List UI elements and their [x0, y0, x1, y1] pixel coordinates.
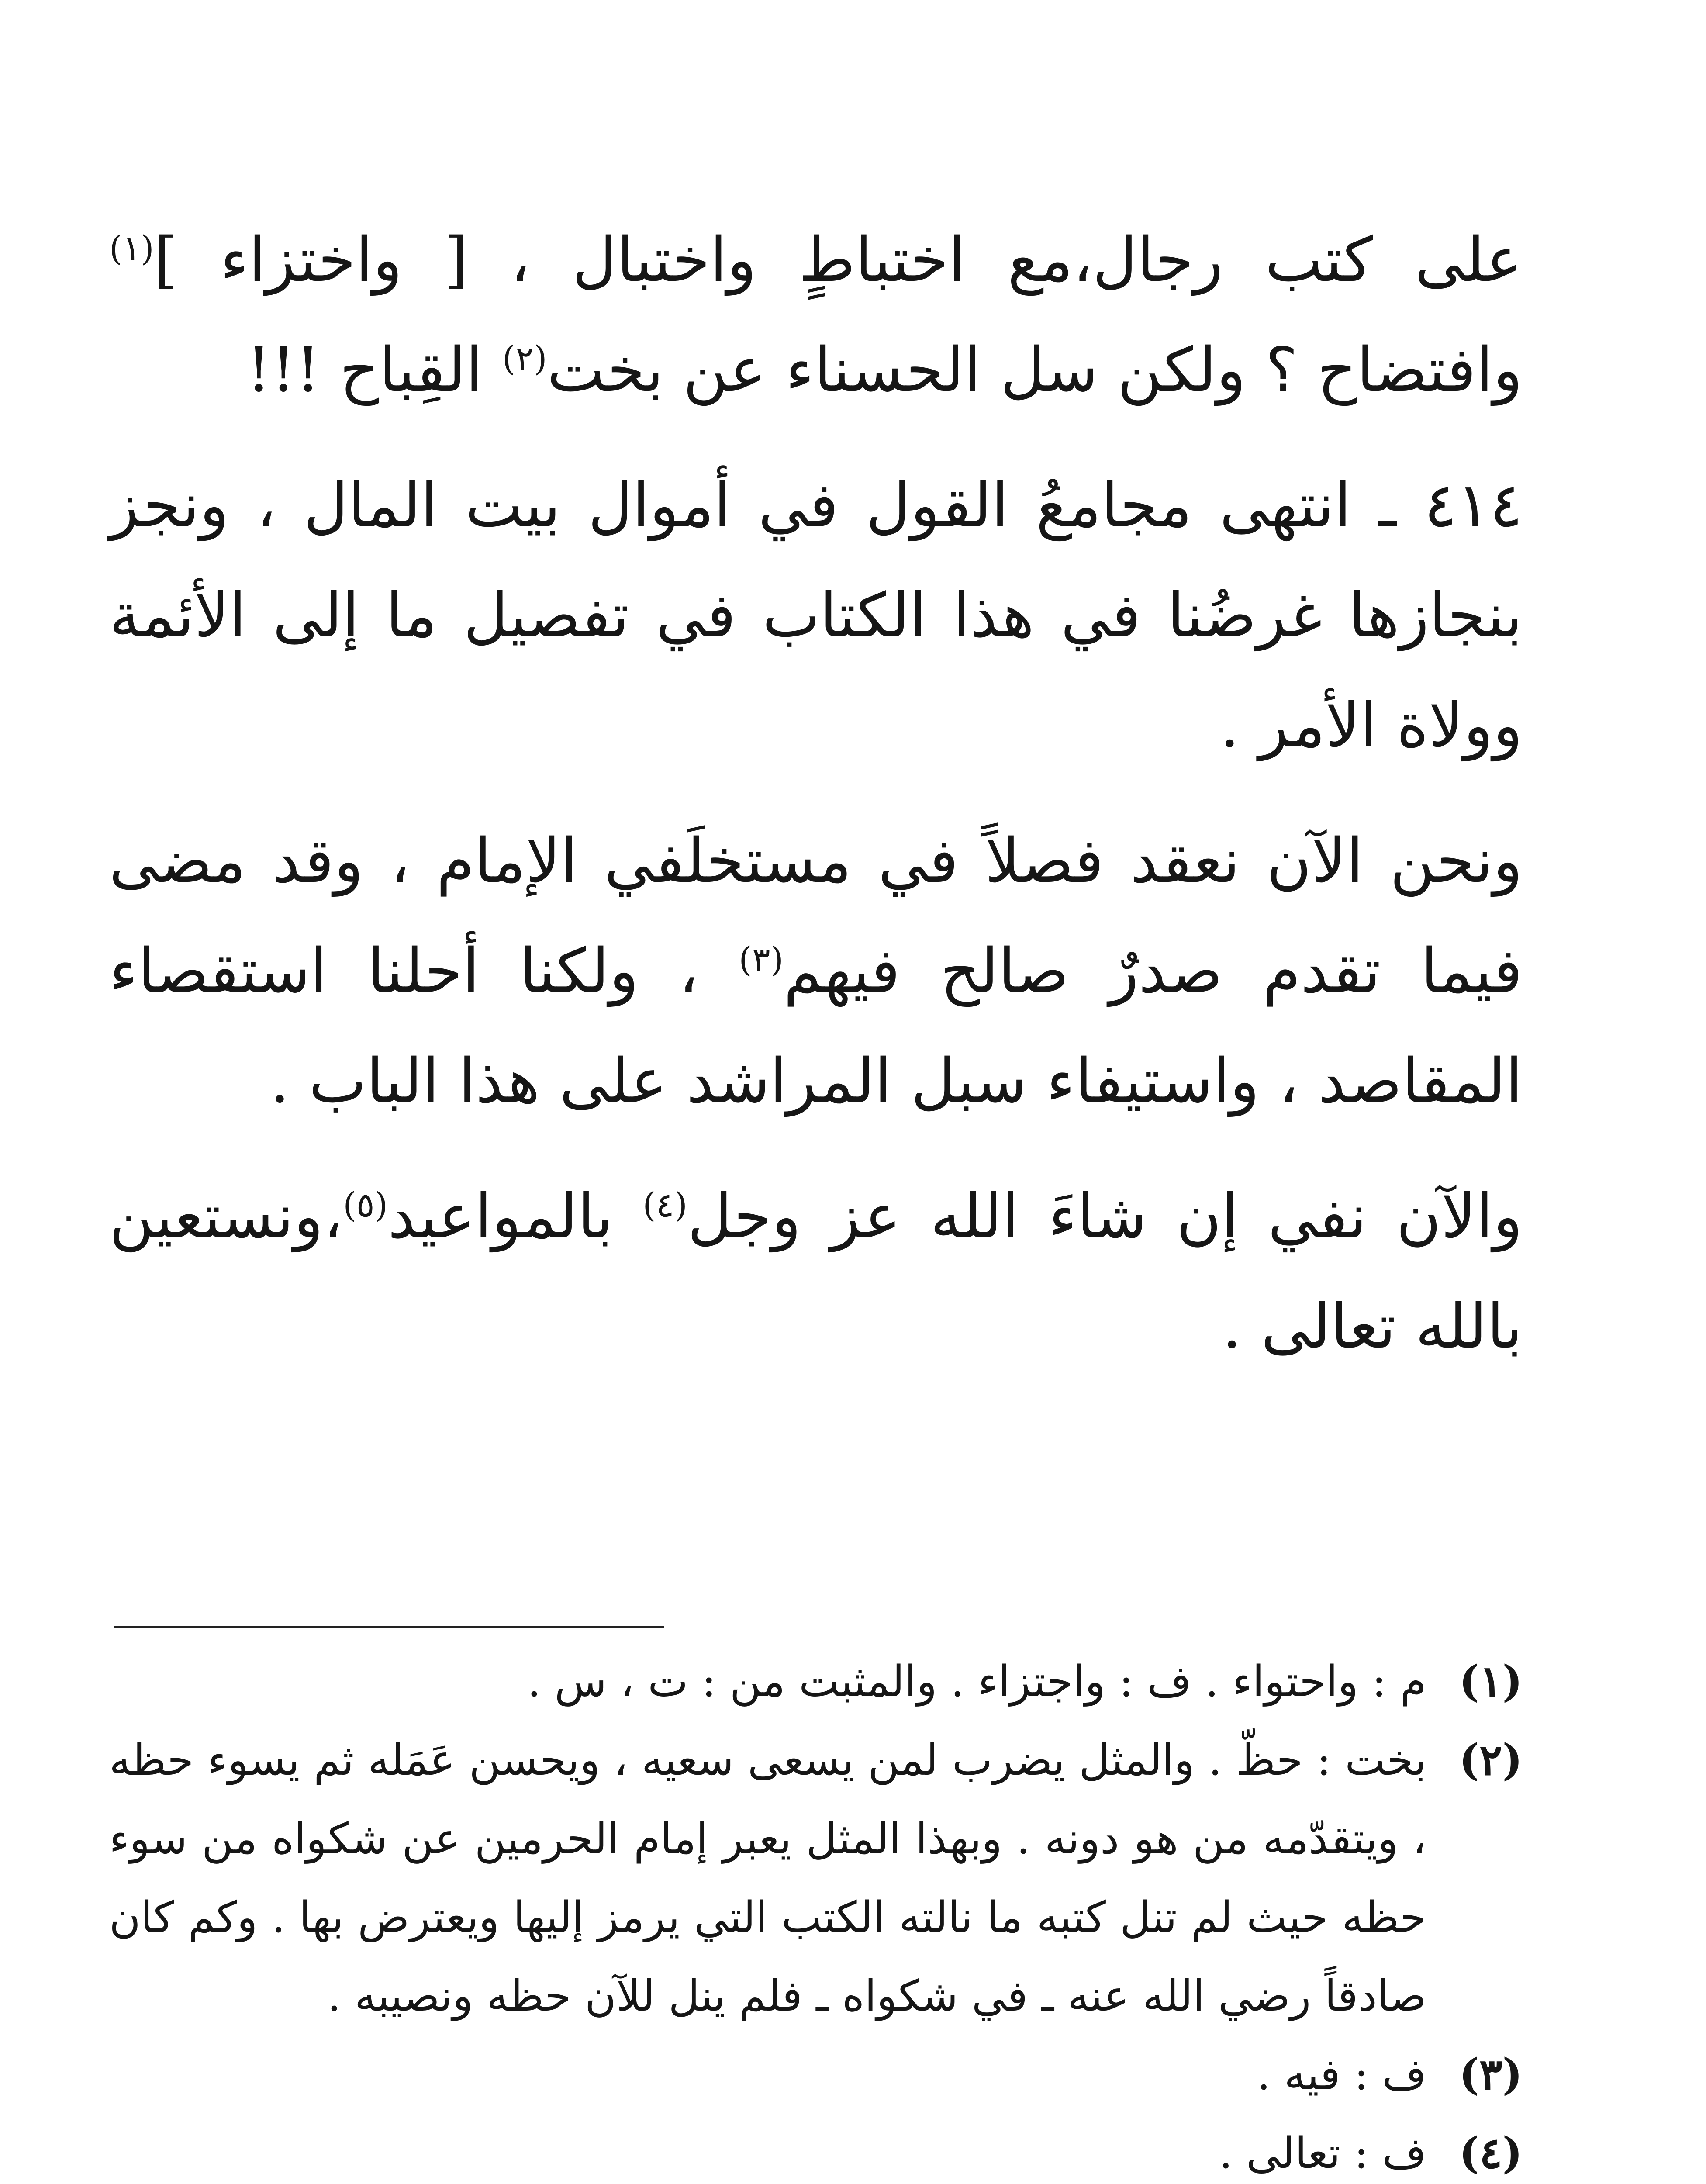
paragraph — [109, 451, 1523, 781]
paragraph — [109, 806, 1523, 1137]
footnote-reference: (١) — [109, 229, 154, 269]
footnote-number: (٤) — [1459, 2128, 1523, 2178]
footnote — [109, 2114, 1523, 2184]
paragraph-text: ،ونستعين بالله تعالى . — [109, 1181, 1523, 1362]
footnote-reference: (٥) — [343, 1185, 388, 1225]
footnote-text: ف : تعالى . — [1219, 2129, 1426, 2178]
footnote-text: ف : فيه . — [1257, 2050, 1426, 2100]
footnote-separator — [114, 1626, 664, 1628]
footnote-number: (٢) — [1459, 1735, 1523, 1785]
paragraph-text: القِباح !!! — [246, 335, 502, 406]
paragraph-text: على كتب رجال،مع اختباطٍ واختبال ، [ واختزاء ] — [154, 225, 1523, 296]
paragraph-text: والآن نفي إن شاءَ الله عز وجل — [687, 1181, 1523, 1252]
footnote-reference: (٣) — [739, 940, 784, 980]
footnote-number: (١) — [1459, 1656, 1523, 1707]
footnote-text: م : واحتواء . ف : واجتزاء . والمثبت من : ت ، س . — [527, 1657, 1426, 1707]
footnotes — [109, 1642, 1523, 2184]
paragraph-text: ونحن الآن نعقد فصلاً في مستخلَفي الإمام ، وقد مضى فيما تقدم صدرٌ صالح فيهم — [109, 826, 1523, 1007]
footnote-reference: (٤) — [642, 1185, 688, 1225]
footnote-text: بخت : حظّ . والمثل يضرب لمن يسعى سعيه ، ويحسن عَمَله ثم يسوء حظه ، ويتقدّمه من هو دونه . وبهذا المثل يعبر إمام الحرمين عن شكواه من سوء حظه حيث لم تنل كتبه ما نالته الكتب التي يرمز إليها ويعترض بها . وكم كان صادقاً رضي الله عنه ـ في شكواه ـ فلم ينل للآن حظه ونصيبه . — [109, 1735, 1426, 2021]
paragraph — [109, 1162, 1523, 1382]
footnote — [109, 2035, 1523, 2114]
footnote — [109, 1642, 1523, 1721]
paragraph — [109, 205, 1523, 425]
paragraph-text: ، ولكنا أحلنا استقصاء المقاصد ، واستيفاء سبل المراشد على هذا الباب . — [109, 936, 1523, 1117]
footnote-reference: (٢) — [502, 339, 547, 379]
paragraph-text: وافتضاح ؟ ولكن سل الحسناء عن بخت — [547, 335, 1523, 406]
main-text — [109, 205, 1523, 1407]
paragraph-text: ٤١٤ ـ انتهى مجامعُ القول في أموال بيت المال ، ونجز بنجازها غرضُنا في هذا الكتاب في تفصيل ما إلى الأئمة وولاة الأمر . — [109, 470, 1523, 761]
footnote — [109, 1721, 1523, 2035]
paragraph-text: بالمواعيد — [388, 1181, 643, 1252]
footnote-number: (٣) — [1459, 2049, 1523, 2100]
